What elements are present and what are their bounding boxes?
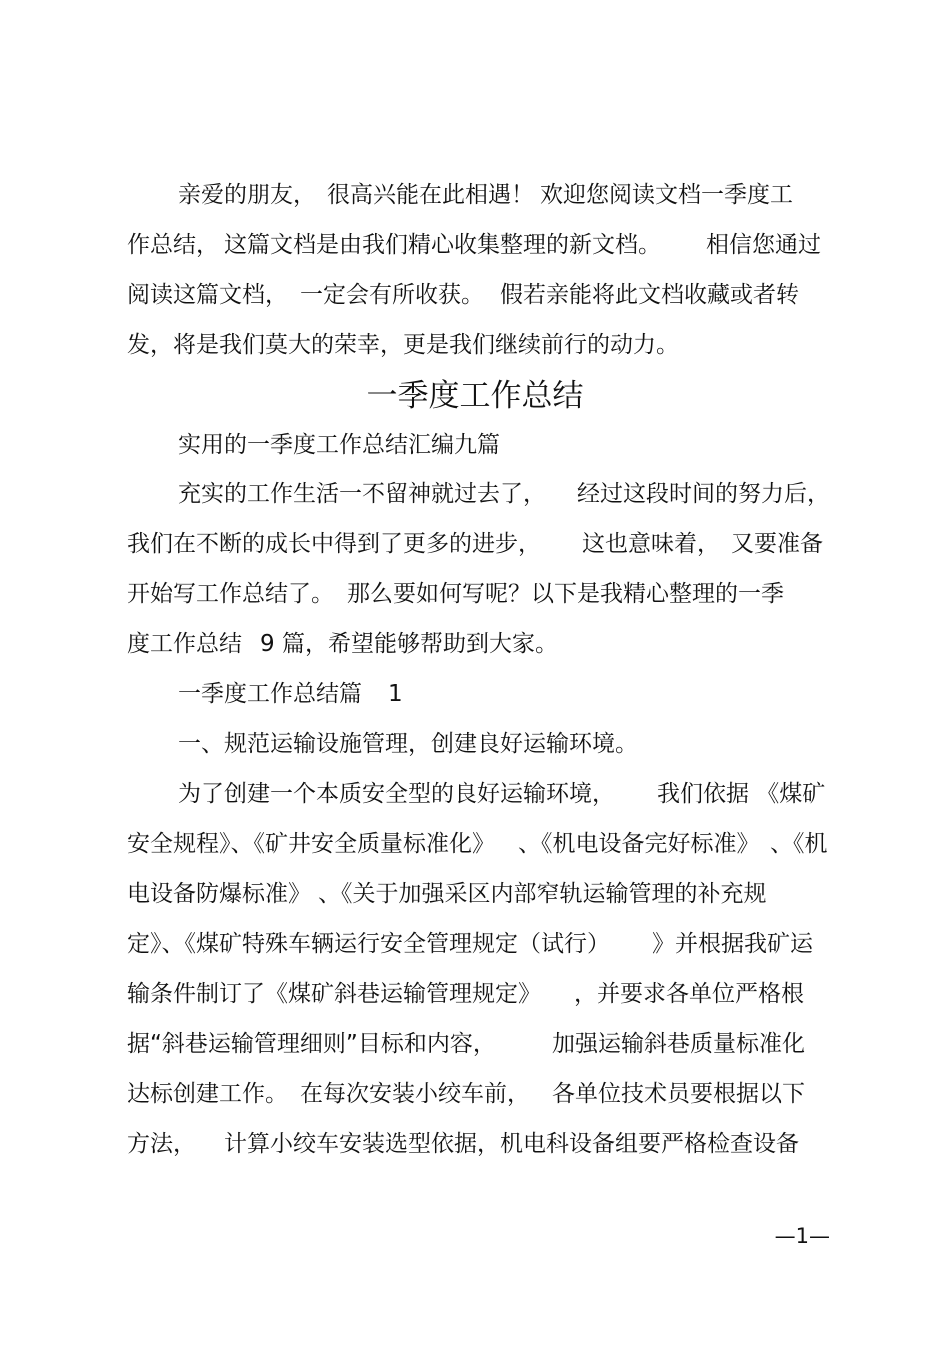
intro-line-4 bbox=[0, 325, 950, 365]
text-segment: 我们依据 《煤矿 bbox=[657, 781, 826, 807]
para2-line-2 bbox=[0, 824, 950, 864]
text-segment: 充实的工作生活一不留神就过去了， bbox=[178, 481, 546, 507]
text-segment: 》并根据我矿运 bbox=[652, 931, 813, 957]
para1-line-2 bbox=[0, 524, 950, 564]
text-segment: ，并要求各单位严格根 bbox=[574, 981, 804, 1007]
text-segment: 各单位技术员要根据以下 bbox=[552, 1081, 805, 1107]
text-segment: 达标创建工作。 bbox=[127, 1081, 288, 1107]
para2-line-5 bbox=[0, 974, 950, 1014]
para2-line-6 bbox=[0, 1024, 950, 1064]
text-segment: 我们在不断的成长中得到了更多的进步， bbox=[127, 531, 541, 557]
text-segment: 作总结， bbox=[127, 232, 219, 258]
intro-line-2 bbox=[0, 225, 950, 265]
text-segment: 、《机 bbox=[770, 831, 828, 857]
text-segment: 发，将是我们莫大的荣幸，更是我们继续前行的动力。 bbox=[127, 332, 679, 358]
text-segment: 机电科设备组要严格检查设备 bbox=[500, 1131, 799, 1157]
para1-line-1 bbox=[0, 474, 950, 514]
intro-line-3 bbox=[0, 275, 950, 315]
text-segment: 经过这段时间的努力后， bbox=[577, 481, 830, 507]
para1-line-3 bbox=[0, 574, 950, 614]
text-segment: 欢迎您阅读文档一季度工 bbox=[540, 182, 793, 208]
para2-line-4 bbox=[0, 924, 950, 964]
text-segment: 一定会有所收获。 bbox=[300, 282, 484, 308]
text-segment: 度工作总结 bbox=[127, 631, 242, 657]
page-number: —1— bbox=[774, 1224, 830, 1248]
subtitle bbox=[0, 425, 950, 465]
item-heading bbox=[0, 724, 950, 764]
text-segment: 输条件制订了《煤矿斜巷运输管理规定》 bbox=[127, 981, 541, 1007]
text-segment: 亲爱的朋友， bbox=[178, 182, 316, 208]
text-segment: 阅读这篇文档， bbox=[127, 282, 288, 308]
text-segment: 电设备防爆标准》 bbox=[127, 881, 311, 907]
text-segment: 安全规程》、《矿井安全质量标准化》 bbox=[127, 831, 495, 857]
section-heading bbox=[0, 674, 950, 714]
text-segment: 相信您通过 bbox=[706, 232, 821, 258]
text-segment: 、《机电设备完好标准》 bbox=[518, 831, 760, 857]
text-segment: 加强运输斜巷质量标准化 bbox=[552, 1031, 805, 1057]
para2-line-7 bbox=[0, 1074, 950, 1114]
text-segment: 定》、《煤矿特殊车辆运行安全管理规定（试行） bbox=[127, 931, 610, 957]
para2-line-8 bbox=[0, 1124, 950, 1164]
text-segment: 又要准备 bbox=[731, 531, 823, 557]
text-segment: 假若亲能将此文档收藏或者转 bbox=[500, 282, 799, 308]
text-segment: 1 bbox=[388, 681, 403, 707]
text-segment: 、《关于加强采区内部窄轨运输管理的补充规 bbox=[318, 881, 767, 907]
para2-line-1 bbox=[0, 774, 950, 814]
text-segment: 很高兴能在此相遇！ bbox=[327, 182, 534, 208]
text-segment: 在每次安装小绞车前， bbox=[300, 1081, 530, 1107]
text-segment: 计算小绞车安装选型依据， bbox=[224, 1131, 500, 1157]
text-segment: 9 篇，希望能够帮助到大家。 bbox=[260, 631, 558, 657]
text-segment: 这篇文档是由我们精心收集整理的新文档。 bbox=[224, 232, 661, 258]
text-segment: 一、规范运输设施管理，创建良好运输环境。 bbox=[178, 731, 638, 757]
text-segment: 开始写工作总结了。 bbox=[127, 581, 334, 607]
para1-line-4 bbox=[0, 624, 950, 664]
text-segment: 这也意味着， bbox=[582, 531, 720, 557]
text-segment: 一季度工作总结篇 bbox=[178, 681, 362, 707]
intro-line-1 bbox=[0, 175, 950, 215]
document-title: 一季度工作总结 bbox=[366, 378, 584, 414]
text-segment: 据“斜巷运输管理细则”目标和内容， bbox=[127, 1031, 496, 1057]
text-segment: 方法， bbox=[127, 1131, 196, 1157]
text-segment: 实用的一季度工作总结汇编九篇 bbox=[178, 432, 500, 458]
para2-line-3 bbox=[0, 874, 950, 914]
text-segment: 那么要如何写呢？以下是我精心整理的一季 bbox=[347, 581, 784, 607]
text-segment: 为了创建一个本质安全型的良好运输环境， bbox=[178, 781, 615, 807]
